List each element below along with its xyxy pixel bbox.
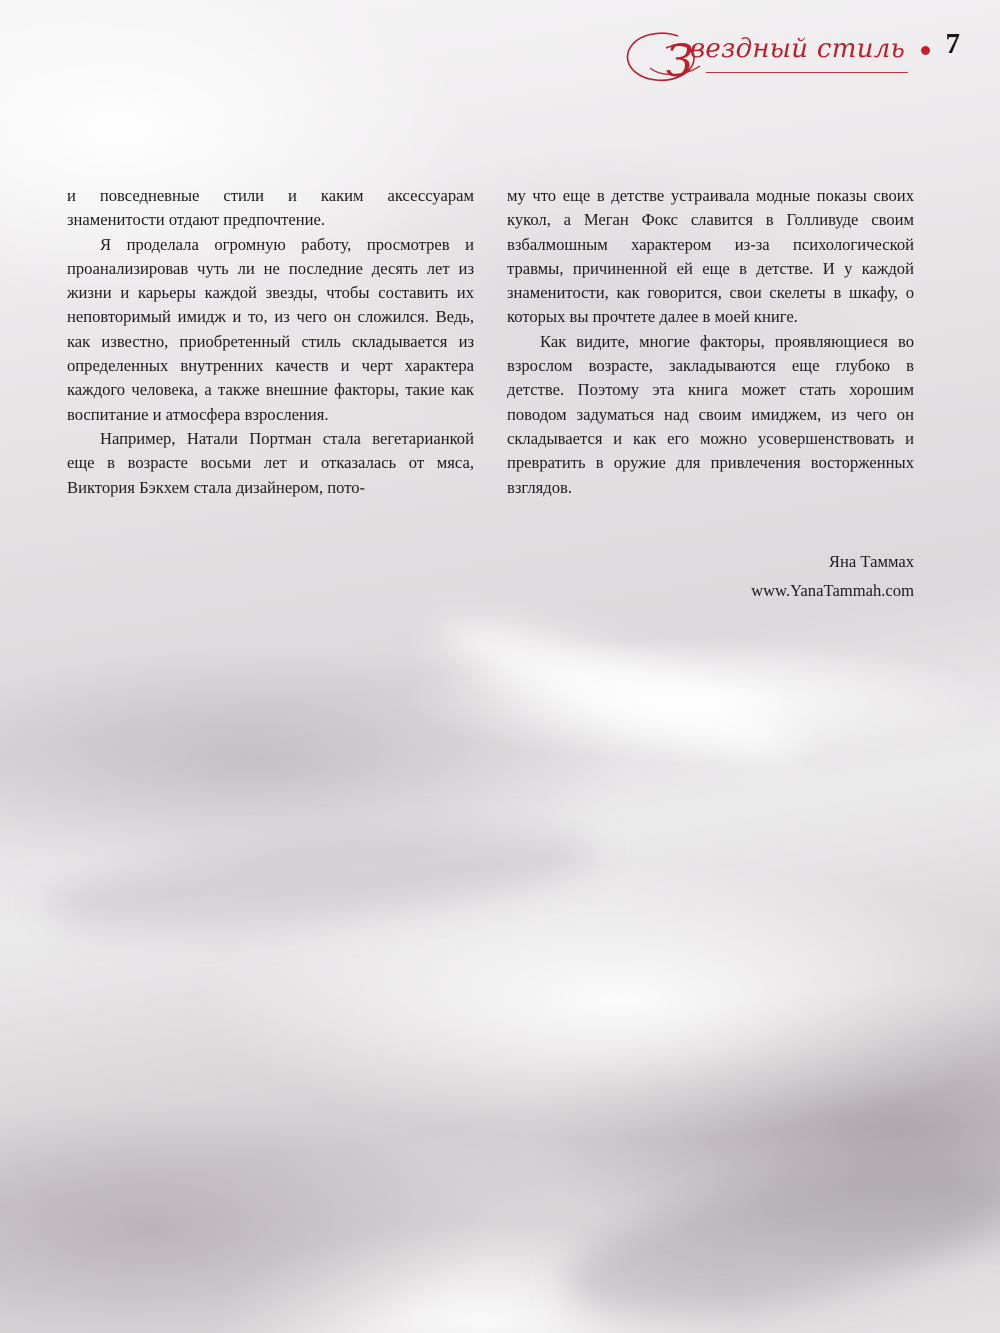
author-website: www.YanaTammah.com: [751, 581, 914, 600]
left-column: [67, 184, 474, 500]
section-title: вездный стиль: [690, 34, 906, 64]
author-name: Яна Таммах: [828, 552, 914, 571]
paragraph: и повседневные стили и каким аксессуарам знаменитости отдают предпочтение.: [67, 186, 474, 230]
paragraph: Я проделала огромную работу, просмотрев и проанализировав чуть ли не последние десять лет из жизни и карьеры каждой звезды, чтобы составить их неповторимый имидж и то, из чего он сложился. Ведь, как известно, приобретенный стиль складывается из определенных внутренних качеств и черт характера каждого человека, а также внешние факторы, такие как воспитание и атмосфера взросления.: [67, 234, 474, 424]
silk-shadow: [553, 1133, 1000, 1333]
silk-highlight: [430, 603, 810, 777]
paragraph: му что еще в детстве устраивала модные показы своих кукол, а Меган Фокс славится в Голливуде своим взбалмошным характером из-за психологической травмы, причиненной ей еще в детстве. И у каждой знаменитости, как говорится, свои скелеты в шкафу, о которых вы прочтете далее в моей книге.: [507, 186, 914, 327]
right-column: [507, 184, 914, 500]
section-title-initial: З: [666, 36, 694, 87]
bullet-icon: [921, 46, 930, 55]
header-rule: [706, 72, 908, 73]
paragraph: Как видите, многие факторы, проявляющиеся во взрослом возрасте, закладываются еще глубоко в детстве. Поэтому эта книга может стать хорошим поводом задуматься над своим имиджем, из чего он складывается и как его можно усовершенствовать и превратить в оружие для привлечения восторженных взглядов.: [507, 331, 914, 497]
signature: [751, 547, 914, 605]
silk-shadow: [37, 811, 602, 949]
paragraph: Например, Натали Портман стала вегетарианкой еще в возрасте восьми лет и отказалась от мяса, Виктория Бэкхем стала дизайнером, пото-: [67, 428, 474, 497]
page-number: 7: [945, 28, 960, 60]
running-head: [620, 22, 960, 87]
